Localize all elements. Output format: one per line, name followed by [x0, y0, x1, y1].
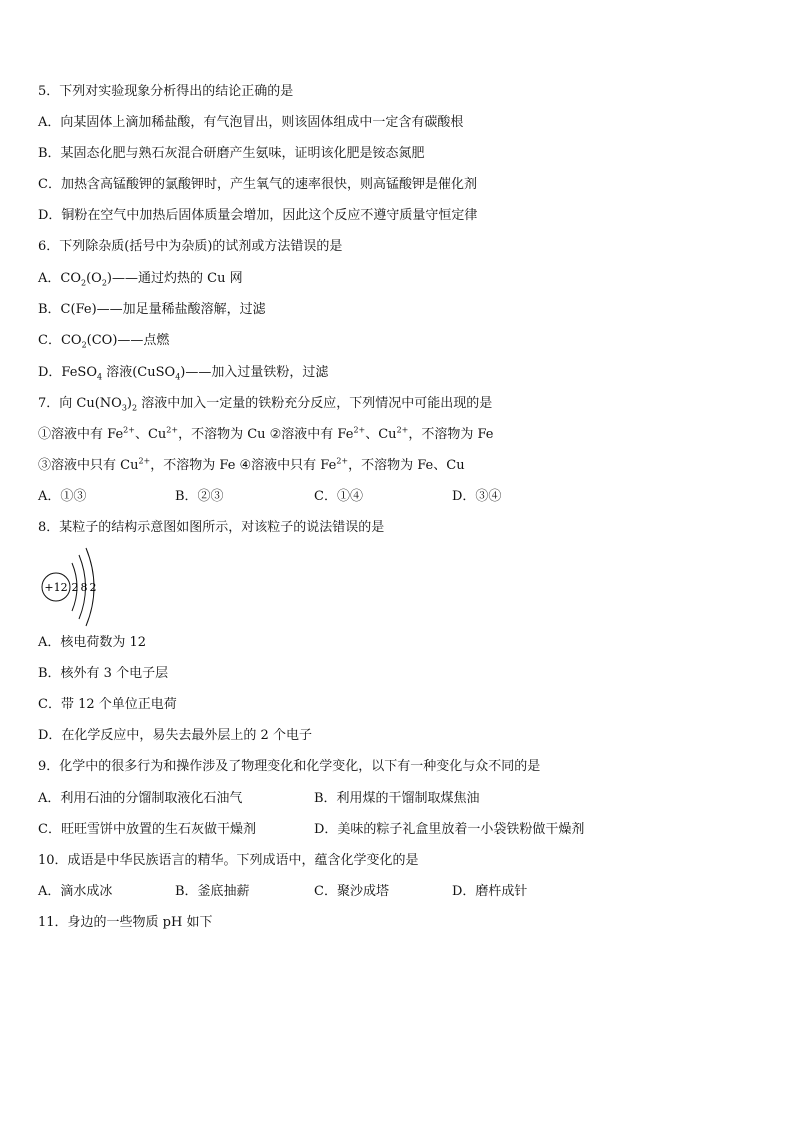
q9-option-b: B．利用煤的干馏制取煤焦油 [314, 791, 480, 806]
superscript: 2+ [396, 425, 409, 435]
text: ①溶液中有 Fe [38, 427, 124, 442]
q5-stem: 5．下列对实验现象分析得出的结论正确的是 [38, 84, 294, 99]
nucleus-charge: +12 [44, 581, 68, 594]
q6-option-d [38, 364, 328, 382]
shell-1-electrons: 2 [71, 581, 79, 594]
q7-option-d: D．③④ [452, 489, 502, 504]
text: ，不溶物为 Fe、Cu [348, 458, 465, 473]
superscript: 2+ [166, 425, 179, 435]
subscript: 4 [175, 372, 181, 382]
text: 溶液中加入一定量的铁粉充分反应，下列情况中可能出现的是 [137, 396, 493, 411]
superscript: 2+ [336, 456, 349, 466]
text: ③溶液中只有 Cu [38, 458, 139, 473]
q7-statement-line-2 [38, 457, 465, 475]
atomic-structure-diagram [38, 545, 108, 629]
shell-2-electrons: 8 [80, 581, 88, 594]
q5-option-b: B．某固态化肥与熟石灰混合研磨产生氨味，证明该化肥是铵态氮肥 [38, 146, 425, 161]
text: 、Cu [365, 427, 397, 442]
subscript: 2 [132, 403, 138, 413]
subscript: 2 [101, 278, 107, 288]
text: 溶液(CuSO [102, 365, 176, 380]
superscript: 2+ [138, 456, 151, 466]
subscript: 2 [81, 278, 87, 288]
text: C．CO [38, 333, 82, 348]
subscript: 4 [97, 372, 103, 382]
q6-option-b: B．C(Fe)——加足量稀盐酸溶解，过滤 [38, 302, 266, 317]
text: ) [126, 396, 132, 411]
text: ，不溶物为 Cu ②溶液中有 Fe [178, 427, 354, 442]
q11-stem: 11．身边的一些物质 pH 如下 [38, 915, 213, 930]
q8-option-b: B．核外有 3 个电子层 [38, 666, 169, 681]
text: )——加入过量铁粉，过滤 [180, 365, 329, 380]
q7-option-b: B．②③ [175, 489, 224, 504]
q7-statement-line-1 [38, 426, 494, 444]
text: ，不溶物为 Fe ④溶液中只有 Fe [150, 458, 337, 473]
q9-option-d: D．美味的粽子礼盒里放着一小袋铁粉做干燥剂 [314, 822, 585, 837]
q8-option-c: C．带 12 个单位正电荷 [38, 697, 177, 712]
text: A．CO [38, 271, 81, 286]
q8-option-a: A．核电荷数为 12 [38, 635, 147, 650]
q9-option-a: A．利用石油的分馏制取液化石油气 [38, 791, 243, 806]
text: 7．向 Cu(NO [38, 396, 122, 411]
q10-option-a: A．滴水成冰 [38, 884, 113, 899]
superscript: 2+ [353, 425, 366, 435]
q10-stem: 10．成语是中华民族语言的精华。下列成语中，蕴含化学变化的是 [38, 853, 419, 868]
q9-option-c: C．旺旺雪饼中放置的生石灰做干燥剂 [38, 822, 256, 837]
q7-option-a: A．①③ [38, 489, 87, 504]
text: 、Cu [134, 427, 167, 442]
q7-stem [38, 395, 492, 413]
q6-option-c [38, 332, 169, 350]
subscript: 3 [121, 403, 127, 413]
q9-stem: 9．化学中的很多行为和操作涉及了物理变化和化学变化，以下有一种变化与众不同的是 [38, 759, 541, 774]
q8-option-d: D．在化学反应中，易失去最外层上的 2 个电子 [38, 728, 312, 743]
q10-option-b: B．釜底抽薪 [175, 884, 250, 899]
q7-option-c: C．①④ [314, 489, 363, 504]
superscript: 2+ [123, 425, 135, 435]
q5-option-a: A．向某固体上滴加稀盐酸，有气泡冒出，则该固体组成中一定含有碳酸根 [38, 115, 464, 130]
text: )——通过灼热的 Cu 网 [106, 271, 243, 286]
q5-option-c: C．加热含高锰酸钾的氯酸钾时，产生氧气的速率很快，则高锰酸钾是催化剂 [38, 177, 477, 192]
subscript: 2 [81, 340, 87, 350]
q6-option-a [38, 270, 243, 288]
q10-option-c: C．聚沙成塔 [314, 884, 389, 899]
q8-stem: 8．某粒子的结构示意图如图所示，对该粒子的说法错误的是 [38, 520, 385, 535]
text: D．FeSO [38, 365, 97, 380]
text: (O [86, 271, 102, 286]
text: ，不溶物为 Fe [408, 427, 494, 442]
q5-option-d: D．铜粉在空气中加热后固体质量会增加，因此这个反应不遵守质量守恒定律 [38, 208, 478, 223]
q10-option-d: D．磨杵成针 [452, 884, 528, 899]
shell-3-electrons: 2 [89, 581, 97, 594]
text: (CO)——点燃 [86, 333, 170, 348]
q6-stem: 6．下列除杂质(括号中为杂质)的试剂或方法错误的是 [38, 239, 343, 254]
